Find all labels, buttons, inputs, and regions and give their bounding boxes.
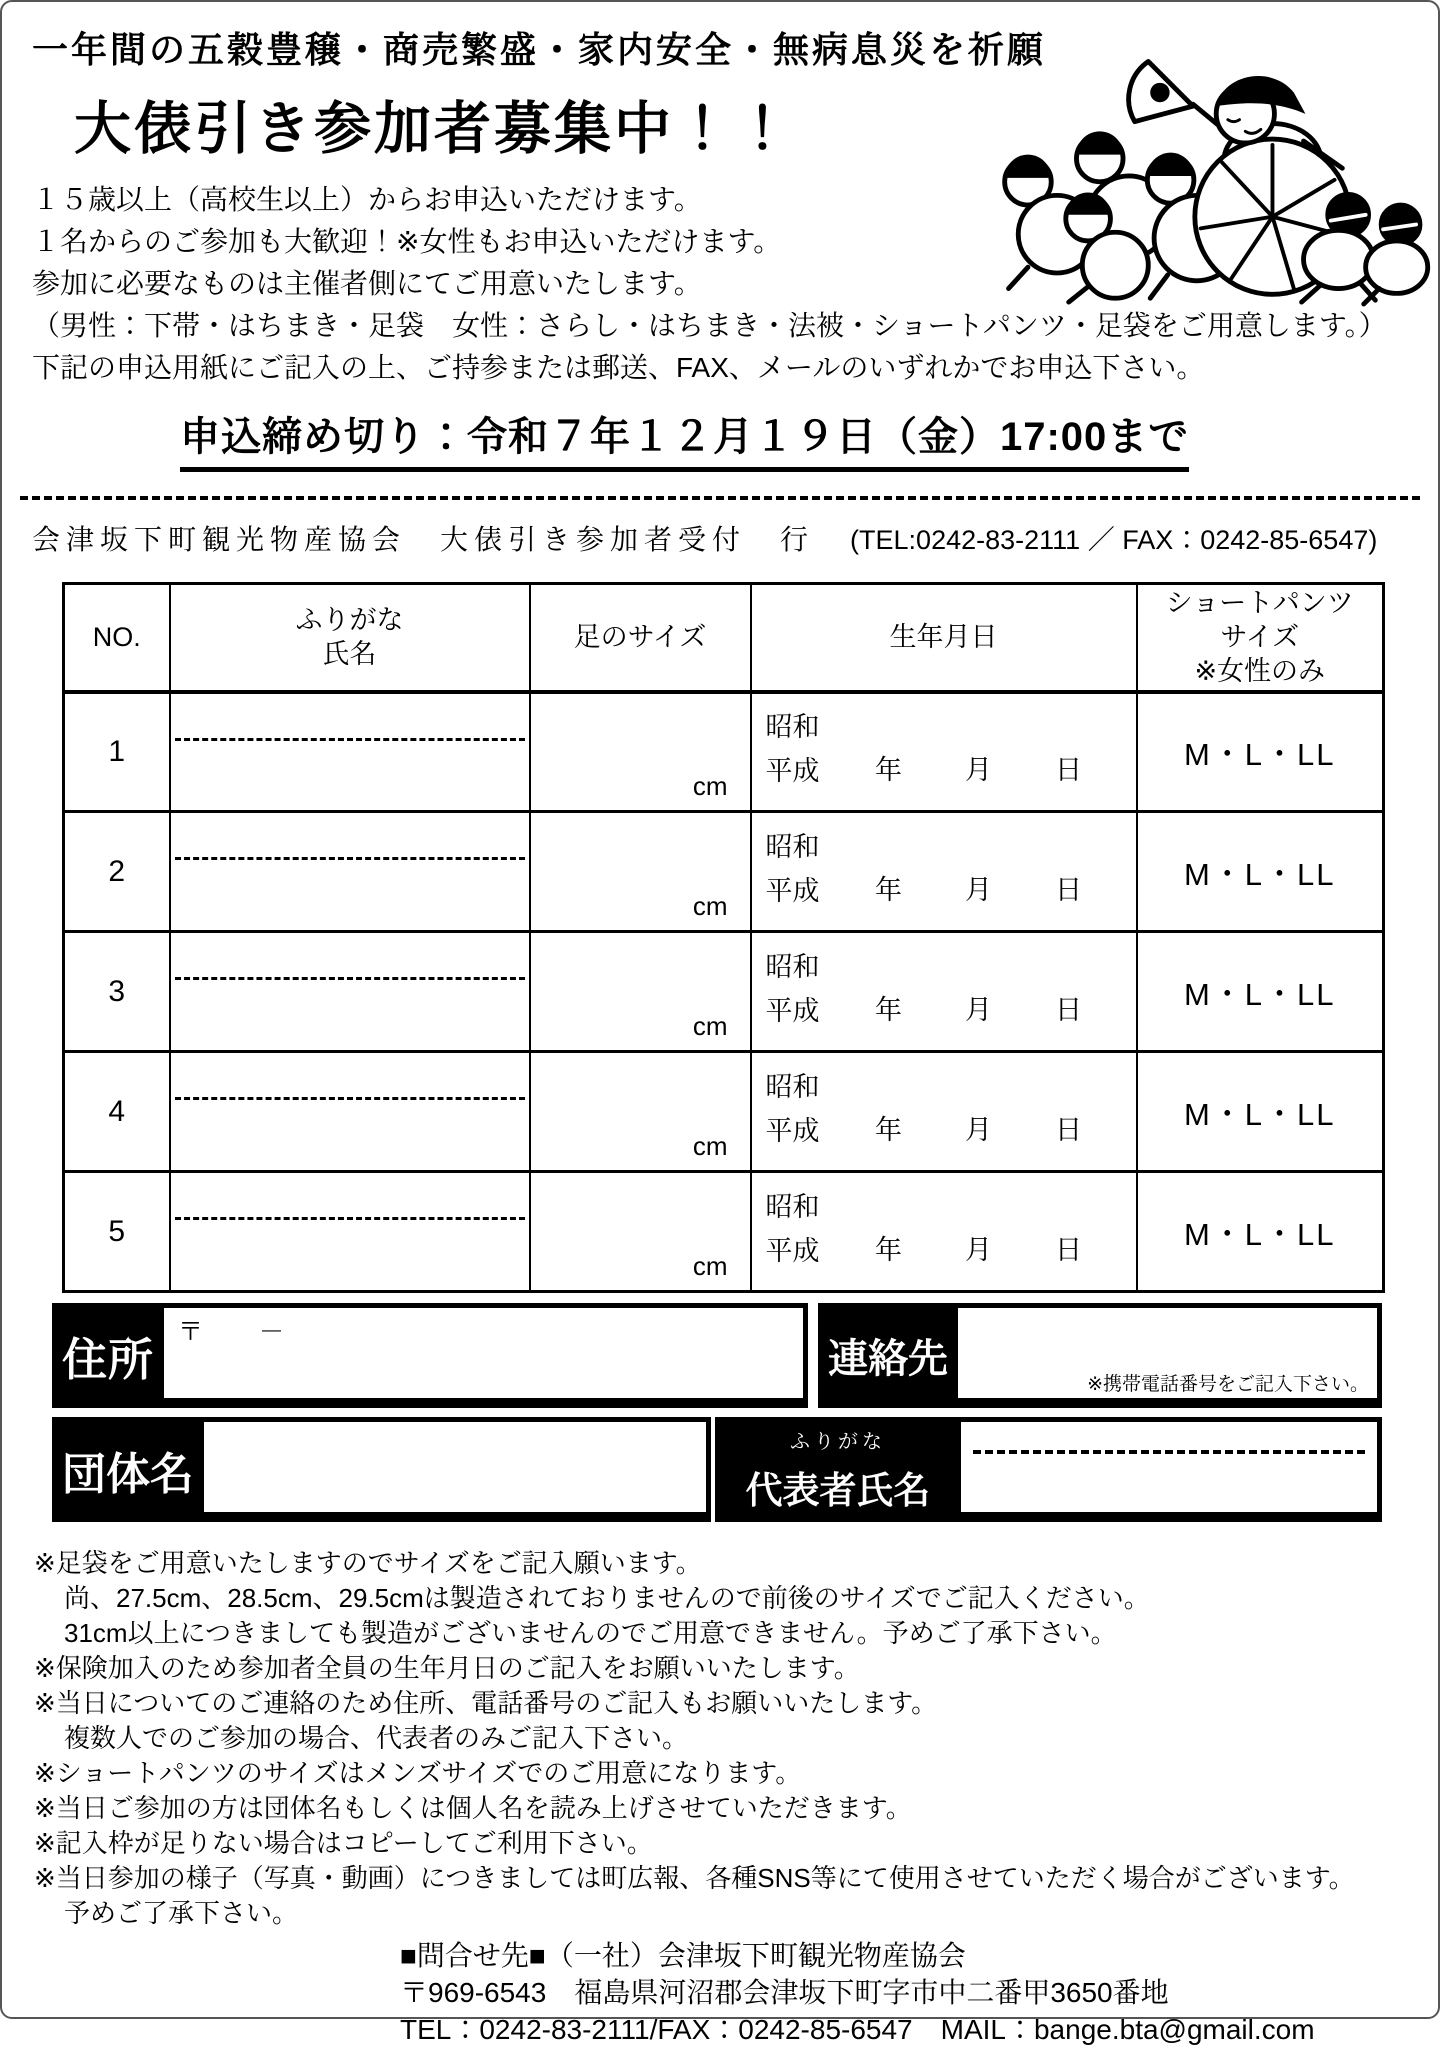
note-line: ※当日についてのご連絡のため住所、電話番号のご記入もお願いいたします。 — [34, 1688, 938, 1718]
name-entry-cell[interactable] — [170, 932, 530, 1052]
name-entry-cell[interactable] — [170, 1052, 530, 1172]
row-number: 4 — [64, 1052, 170, 1172]
address-field-box — [52, 1303, 808, 1408]
row-number: 1 — [64, 692, 170, 812]
era-showa: 昭和 — [765, 831, 820, 862]
header-pants-size: ショートパンツ サイズ ※女性のみ — [1137, 584, 1384, 692]
table-row — [64, 1052, 1384, 1172]
representative-input[interactable] — [961, 1422, 1377, 1512]
note-line: ※ショートパンツのサイズはメンズサイズでのご用意になります。 — [34, 1758, 802, 1788]
row-number: 3 — [64, 932, 170, 1052]
footer-address-line: 〒969-6543 福島県河沼郡会津坂下町字市中二番甲3650番地 — [400, 1977, 1169, 2008]
foot-size-entry-cell[interactable] — [530, 692, 751, 812]
header-furigana: ふりがな — [295, 605, 404, 636]
application-table — [62, 582, 1385, 1293]
rice-bale-pulling-illustration — [950, 44, 1430, 306]
foot-size-entry-cell[interactable] — [530, 1172, 751, 1292]
pants-size-cell[interactable]: M・L・LL — [1137, 932, 1384, 1052]
tagline: 一年間の五穀豊穣・商売繁盛・家内安全・無病息災を祈願 — [32, 29, 1047, 70]
pants-size-cell[interactable]: M・L・LL — [1137, 812, 1384, 932]
name-entry-cell[interactable] — [170, 692, 530, 812]
era-showa: 昭和 — [765, 1191, 820, 1222]
note-line: 31cm以上につきましても製造がございませんのでご用意できません。予めご了承下さい。 — [64, 1618, 1117, 1648]
birthdate-entry-cell[interactable] — [751, 1052, 1137, 1172]
row-number: 5 — [64, 1172, 170, 1292]
birthdate-entry-cell[interactable] — [751, 1172, 1137, 1292]
recipient-desk: 大俵引き参加者受付 — [440, 524, 747, 555]
furigana-dashed-line — [175, 1097, 525, 1100]
group-name-label: 団体名 — [62, 1449, 194, 1499]
intro-line-3: 参加に必要なものは主催者側にてご用意いたします。 — [32, 268, 702, 299]
note-line: 複数人でのご参加の場合、代表者のみご記入下さい。 — [64, 1723, 689, 1753]
cut-line-separator — [20, 496, 1420, 500]
recipient-org: 会津坂下町観光物産協会 — [32, 524, 407, 555]
note-line: 尚、27.5cm、28.5cm、29.5cmは製造されておりませんので前後のサイズでご記入ください。 — [64, 1583, 1150, 1613]
note-line: ※足袋をご用意いたしますのでサイズをご記入願います。 — [34, 1548, 702, 1578]
group-name-input[interactable] — [204, 1422, 706, 1512]
representative-label — [715, 1417, 961, 1522]
representative-furigana-dashed-line — [973, 1450, 1365, 1454]
furigana-dashed-line — [175, 977, 525, 980]
page-title: 大俵引き参加者募集中！！ — [74, 97, 794, 161]
table-row — [64, 1172, 1384, 1292]
recipient-to: 行 — [780, 524, 811, 555]
header-name — [170, 584, 530, 692]
note-line: ※保険加入のため参加者全員の生年月日のご記入をお願いいたします。 — [34, 1653, 860, 1683]
postal-code-hint: 〒 － — [178, 1318, 287, 1346]
month-label: 月 — [965, 754, 992, 785]
month-label: 月 — [965, 1114, 992, 1145]
representative-name-label: 代表者氏名 — [745, 1470, 931, 1511]
era-heisei: 平成 — [765, 755, 820, 786]
header-no: NO. — [64, 584, 170, 692]
address-label: 住所 — [61, 1334, 154, 1385]
footer-org-line: ■問合せ先■（一社）会津坂下町観光物産協会 — [400, 1940, 966, 1971]
table-row — [64, 812, 1384, 932]
birthdate-entry-cell[interactable] — [751, 932, 1137, 1052]
address-input[interactable] — [164, 1308, 803, 1398]
name-entry-cell[interactable] — [170, 812, 530, 932]
recipient-tel-fax: (TEL:0242-83-2111 ／ FAX：0242-85-6547) — [850, 525, 1378, 555]
era-showa: 昭和 — [765, 711, 820, 742]
table-row — [64, 932, 1384, 1052]
day-label: 日 — [1055, 874, 1082, 905]
contact-field-box — [818, 1303, 1382, 1408]
contact-note: ※携帯電話番号をご記入下さい。 — [1087, 1374, 1369, 1395]
cm-unit: cm — [692, 1251, 728, 1281]
name-entry-cell[interactable] — [170, 1172, 530, 1292]
day-label: 日 — [1055, 1114, 1082, 1145]
era-heisei: 平成 — [765, 1115, 820, 1146]
day-label: 日 — [1055, 1234, 1082, 1265]
intro-line-4: （男性：下帯・はちまき・足袋 女性：さらし・はちまき・法被・ショートパンツ・足袋をご用意します。） — [32, 310, 1387, 341]
intro-line-5: 下記の申込用紙にご記入の上、ご持参または郵送、FAX、メールのいずれかでお申込下さい。 — [32, 352, 1205, 383]
year-label: 年 — [875, 1234, 902, 1265]
year-label: 年 — [875, 994, 902, 1025]
header-foot-size: 足のサイズ — [530, 584, 751, 692]
era-heisei: 平成 — [765, 875, 820, 906]
representative-field-box — [715, 1417, 1382, 1522]
foot-size-entry-cell[interactable] — [530, 1052, 751, 1172]
contact-label: 連絡先 — [828, 1337, 948, 1381]
cm-unit: cm — [692, 1131, 728, 1161]
era-heisei: 平成 — [765, 1235, 820, 1266]
contact-footer — [400, 1937, 1438, 2048]
furigana-dashed-line — [175, 857, 525, 860]
year-label: 年 — [875, 1114, 902, 1145]
foot-size-entry-cell[interactable] — [530, 812, 751, 932]
table-header-row — [64, 584, 1384, 692]
birthdate-entry-cell[interactable] — [751, 692, 1137, 812]
representative-furigana-label: ふりがな — [790, 1431, 886, 1453]
cm-unit: cm — [692, 1011, 728, 1041]
cm-unit: cm — [692, 771, 728, 801]
note-line: ※当日参加の様子（写真・動画）につきましては町広報、各種SNS等にて使用させていただく場合がございます。 — [34, 1863, 1355, 1893]
recipient-line — [32, 518, 1438, 558]
cm-unit: cm — [692, 891, 728, 921]
notes-section — [34, 1546, 1438, 1931]
pants-size-cell[interactable]: M・L・LL — [1137, 1172, 1384, 1292]
note-line: ※記入枠が足りない場合はコピーしてご利用下さい。 — [34, 1828, 653, 1858]
furigana-dashed-line — [175, 1217, 525, 1220]
intro-line-2: １名からのご参加も大歓迎！※女性もお申込いただけます。 — [32, 226, 782, 257]
row-number: 2 — [64, 812, 170, 932]
pants-size-cell[interactable]: M・L・LL — [1137, 692, 1384, 812]
bale-tug-illustration-svg — [950, 44, 1430, 306]
foot-size-entry-cell[interactable] — [530, 932, 751, 1052]
note-line: ※当日ご参加の方は団体名もしくは個人名を読み上げさせていただきます。 — [34, 1793, 912, 1823]
table-row — [64, 692, 1384, 812]
era-heisei: 平成 — [765, 995, 820, 1026]
year-label: 年 — [875, 754, 902, 785]
application-deadline: 申込締め切り：令和７年１２月１９日（金）17:00まで — [180, 405, 1189, 472]
group-name-field-box — [52, 1417, 711, 1522]
contact-input[interactable] — [958, 1308, 1377, 1398]
pants-size-cell[interactable]: M・L・LL — [1137, 1052, 1384, 1172]
day-label: 日 — [1055, 754, 1082, 785]
furigana-dashed-line — [175, 738, 525, 741]
year-label: 年 — [875, 874, 902, 905]
footer-tel-fax-mail-line: TEL：0242-83-2111/FAX：0242-85-6547 MAIL：bange.bta@gmail.com — [400, 2014, 1315, 2045]
birthdate-entry-cell[interactable] — [751, 812, 1137, 932]
header-birthdate: 生年月日 — [751, 584, 1137, 692]
note-line: 予めご了承下さい。 — [64, 1898, 299, 1928]
era-showa: 昭和 — [765, 951, 820, 982]
header-shimei: 氏名 — [322, 639, 377, 670]
era-showa: 昭和 — [765, 1071, 820, 1102]
month-label: 月 — [965, 994, 992, 1025]
month-label: 月 — [965, 874, 992, 905]
intro-line-1: １５歳以上（高校生以上）からお申込いただけます。 — [32, 184, 702, 215]
day-label: 日 — [1055, 994, 1082, 1025]
month-label: 月 — [965, 1234, 992, 1265]
